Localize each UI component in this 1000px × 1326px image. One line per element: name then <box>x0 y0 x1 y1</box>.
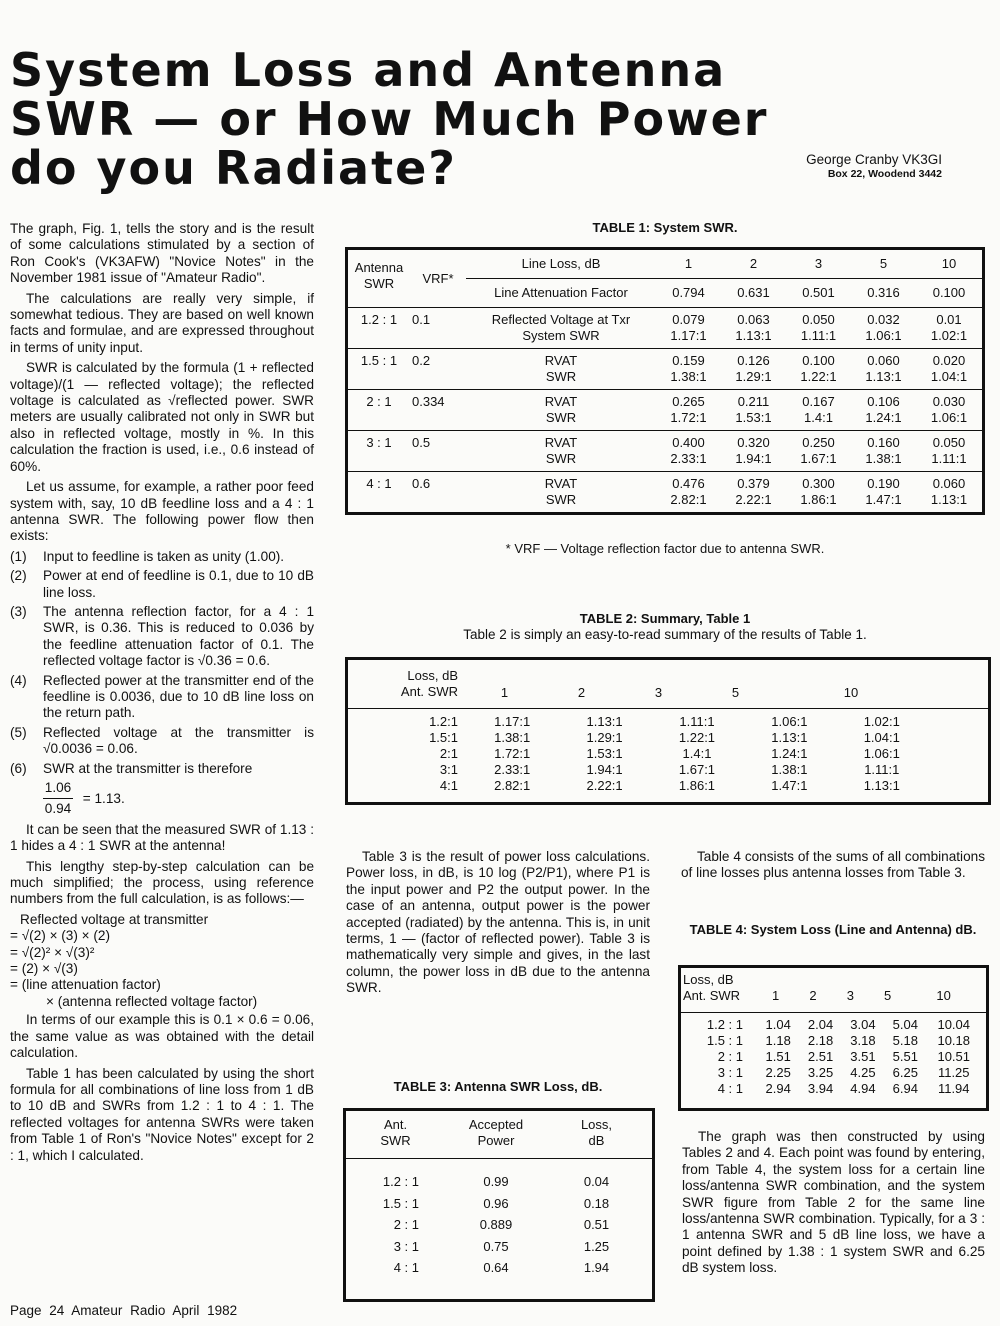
table4-header-cell: 10 <box>936 988 951 1003</box>
title-line-3: do you Radiate? <box>10 141 457 195</box>
table-row: 4 : 1 0.6 RVAT SWR 0.476 2.82:1 0.379 2.22:1 0.300 1.86:1 0.190 1.47:1 0.060 1.13:1 <box>347 472 984 514</box>
table1-header-cell: 3 <box>814 256 823 271</box>
swr-fraction <box>10 780 314 818</box>
table2-header-cell: 3 <box>654 685 663 700</box>
table-row: 3 : 1 0.75 1.25 <box>393 1238 610 1254</box>
paragraph: Let us assume, for example, a rather poor feed system with, say, 10 dB feedline loss and a 4 : 1 antenna SWR. The following power flow then exists: <box>10 479 314 544</box>
paragraph: The graph was then constructed by using Tables 2 and 4. Each point was found by entering, from Table 4, the system loss for a certain line loss/antenna SWR combination, and the system SWR figure from Table 2 for the same line loss/antenna SWR combination. Typically, for a 3 : 1 antenna SWR and 5 dB line loss, we have a point defined by 1.38 : 1 system SWR and 6.25 dB system loss. <box>682 1129 985 1276</box>
formula-block: Reflected voltage at transmitter = √(2) × (3) × (2) = √(2)² × √(3)² = (2) × √(3) = (line attenuation factor) × (antenna reflected voltage factor) <box>10 911 258 1009</box>
table2-header-cell: 1 <box>500 685 509 700</box>
table2-header-ant: Ant. SWR <box>400 684 458 699</box>
paragraph: The calculations are really very simple, if somewhat tedious. They are based on well known facts and formulae, and are expressed throughout in terms of unity input. <box>10 290 314 355</box>
table2 <box>345 657 991 805</box>
table-row: 3 : 1 2.25 3.25 4.25 6.25 11.25 <box>717 1065 970 1080</box>
middle-column <box>346 849 650 1001</box>
table1-header-vrf: VRF* <box>422 270 454 286</box>
table1-header-cell: 1 <box>684 256 693 271</box>
table1-header-cell: 5 <box>879 256 888 271</box>
table1-cell: 0.631 <box>737 285 770 300</box>
table3-header-ant: Ant. SWR <box>380 1117 411 1148</box>
paragraph: Table 4 consists of the sums of all combinations of line losses plus antenna losses from Table 3. <box>681 849 985 881</box>
list-item: (1) Input to feedline is taken as unity (1.00). <box>10 548 285 564</box>
table2-header-cell: 5 <box>731 685 740 700</box>
table3-caption: TABLE 3: Antenna SWR Loss, dB. <box>393 1079 603 1094</box>
table1-caption: TABLE 1: System SWR. <box>592 220 738 235</box>
table3-header-accepted: Accepted Power <box>468 1117 524 1148</box>
table2-header-loss: Loss, dB <box>407 668 458 683</box>
table-row: 2 : 1 1.51 2.51 3.51 5.51 10.51 <box>717 1049 971 1064</box>
table-row: 1.5 : 1 0.2 RVAT SWR 0.159 1.38:1 0.126 1.29:1 0.100 1.22:1 0.060 1.13:1 0.020 1.04:1 <box>347 349 984 390</box>
table1-header-lineloss: Line Loss, dB <box>521 256 601 271</box>
list-item: (3) The antenna reflection factor, for a 4 : 1 SWR, is 0.36. This is reduced to 0.036 by the feedline attenuation factor of 0.1. The reflected voltage factor is √0.36 = 0.6. <box>10 603 314 669</box>
right-column-top <box>681 849 985 886</box>
table4-header-cell: 5 <box>884 988 892 1003</box>
table1-cell: 0.100 <box>932 285 966 300</box>
table4-header-loss: Loss, dB <box>683 972 734 987</box>
table1-header-antenna: Antenna SWR <box>354 260 404 291</box>
author-name: George Cranby VK3GI <box>806 152 942 167</box>
table1-cell: 0.794 <box>672 285 705 300</box>
paragraph: In terms of our example this is 0.1 × 0.6 = 0.06, the same value as was obtained with the detail calculation. <box>10 1012 314 1061</box>
table1-footnote: * VRF — Voltage reflection factor due to antenna SWR. <box>505 541 825 556</box>
table2-header-cell: 10 <box>843 685 859 700</box>
list-item: (4) Reflected power at the transmitter end of the feedline is 0.0036, due to 10 dB line loss on the return path. <box>10 672 314 721</box>
table-row: 1.2:1 1.17:1 1.13:1 1.11:1 1.06:1 1.02:1 <box>429 714 900 729</box>
step-list <box>10 549 314 777</box>
table1-header-cell: 10 <box>941 256 957 271</box>
table4-caption: TABLE 4: System Loss (Line and Antenna) dB. <box>689 922 977 937</box>
table-row: 3 : 1 0.5 RVAT SWR 0.400 2.33:1 0.320 1.94:1 0.250 1.67:1 0.160 1.38:1 0.050 1.11:1 <box>347 431 984 472</box>
table-row: 1.2 : 1 1.04 2.04 3.04 5.04 10.04 <box>706 1017 971 1032</box>
table-row: 1.2 : 1 0.1 Reflected Voltage at Txr System SWR 0.079 1.17:1 0.063 1.13:1 0.050 1.11:1 0.032 1.06:1 0.01 1.02:1 <box>347 308 984 349</box>
table3 <box>343 1108 655 1302</box>
paragraph: SWR is calculated by the formula (1 + reflected voltage)/(1 — reflected voltage); the reflected voltage is calculated as √reflected power. SWR meters are usually calibrated not only in SWR but also in reflected voltage, mostly in %. In this calculation the fraction is used, i.e., 0.6 instead of 60%. <box>10 360 314 474</box>
table2-caption: TABLE 2: Summary, Table 1 <box>579 611 751 626</box>
list-item: (5) Reflected voltage at the transmitter is √0.0036 = 0.06. <box>10 724 314 757</box>
fraction-result: = 1.13. <box>82 790 125 806</box>
right-column-bottom <box>682 1129 985 1281</box>
table-row: 2:1 1.72:1 1.53:1 1.4:1 1.24:1 1.06:1 <box>439 746 900 761</box>
table3-header-loss: Loss, dB <box>580 1117 613 1148</box>
paragraph: Table 1 has been calculated by using the short formula for all combinations of line loss from 1 dB to 10 dB and SWRs from 1.2 : 1 to 4 : 1. The reflected voltages for antenna SWRs were taken from Table 1 of Ron's "Novice Notes" except for 2 : 1, which I calculated. <box>10 1065 314 1163</box>
list-item: (6) SWR at the transmitter is therefore <box>10 760 253 776</box>
table1-cell: 0.316 <box>867 285 900 300</box>
paragraph: This lengthy step-by-step calculation can be much simplified; the process, using reference numbers from the full calculation, is as follows:— <box>10 858 314 907</box>
byline <box>806 152 942 182</box>
table-row: 4 : 1 0.64 1.94 <box>393 1260 610 1276</box>
table4-header-ant: Ant. SWR <box>683 988 741 1003</box>
fraction-numerator: 1.06 <box>44 780 72 795</box>
table1 <box>345 247 985 515</box>
table1-cell: 0.501 <box>802 285 835 300</box>
paragraph: Table 3 is the result of power loss calculations. Power loss, in dB, is 10 log (P2/P1), where P1 is the input power and P2 the output power. In the case of an antenna, output power is the power accepted (radiated) by the antenna. This is, in unit terms, 1 — (factor of reflected power). Table 3 is mathematically very simple and gives, in the last column, the power loss in dB due to the antenna SWR. <box>346 849 650 996</box>
fraction-denominator: 0.94 <box>44 801 72 817</box>
list-item: (2) Power at end of feedline is 0.1, due to 10 dB line loss. <box>10 568 314 600</box>
table-row: 2 : 1 0.889 0.51 <box>393 1217 610 1233</box>
author-address: Box 22, Woodend 3442 <box>827 168 942 180</box>
table-row: 4 : 1 2.94 3.94 4.94 6.94 11.94 <box>717 1081 970 1096</box>
table-row: 3:1 2.33:1 1.94:1 1.67:1 1.38:1 1.11:1 <box>439 762 900 777</box>
table4-header-cell: 3 <box>846 988 854 1003</box>
table-row: 1.5:1 1.38:1 1.29:1 1.22:1 1.13:1 1.04:1 <box>429 730 900 745</box>
table-row: 1.5 : 1 1.18 2.18 3.18 5.18 10.18 <box>706 1033 971 1048</box>
table-row: 2 : 1 0.334 RVAT SWR 0.265 1.72:1 0.211 1.53:1 0.167 1.4:1 0.106 1.24:1 0.030 1.06:1 <box>347 390 984 431</box>
table1-header-laf: Line Attenuation Factor <box>494 285 628 300</box>
table-row: 1.2 : 1 0.99 0.04 <box>382 1174 610 1190</box>
paragraph: The graph, Fig. 1, tells the story and is the result of some calculations stimulated by a section of Ron Cook's (VK3AFW) "Novice Notes" in the November 1981 issue of "Amateur Radio". <box>10 221 314 286</box>
table1-header-cell: 2 <box>749 256 758 271</box>
table-row: 1.5 : 1 0.96 0.18 <box>382 1195 610 1211</box>
table-row: 4:1 2.82:1 2.22:1 1.86:1 1.47:1 1.13:1 <box>439 778 900 793</box>
paragraph: It can be seen that the measured SWR of 1.13 : 1 hides a 4 : 1 SWR at the antenna! <box>10 821 314 854</box>
table4-header-cell: 1 <box>772 988 780 1003</box>
table4 <box>678 965 989 1111</box>
table2-header-cell: 2 <box>577 685 586 700</box>
left-column <box>10 221 314 1168</box>
table4-header-cell: 2 <box>809 988 817 1003</box>
title-line-1: System Loss and Antenna <box>10 43 727 97</box>
title-line-2: SWR — or How Much Power <box>10 92 769 146</box>
page-footer: Page 24 Amateur Radio April 1982 <box>10 1303 238 1318</box>
table2-subcaption: Table 2 is simply an easy-to-read summary of the results of Table 1. <box>463 627 867 642</box>
